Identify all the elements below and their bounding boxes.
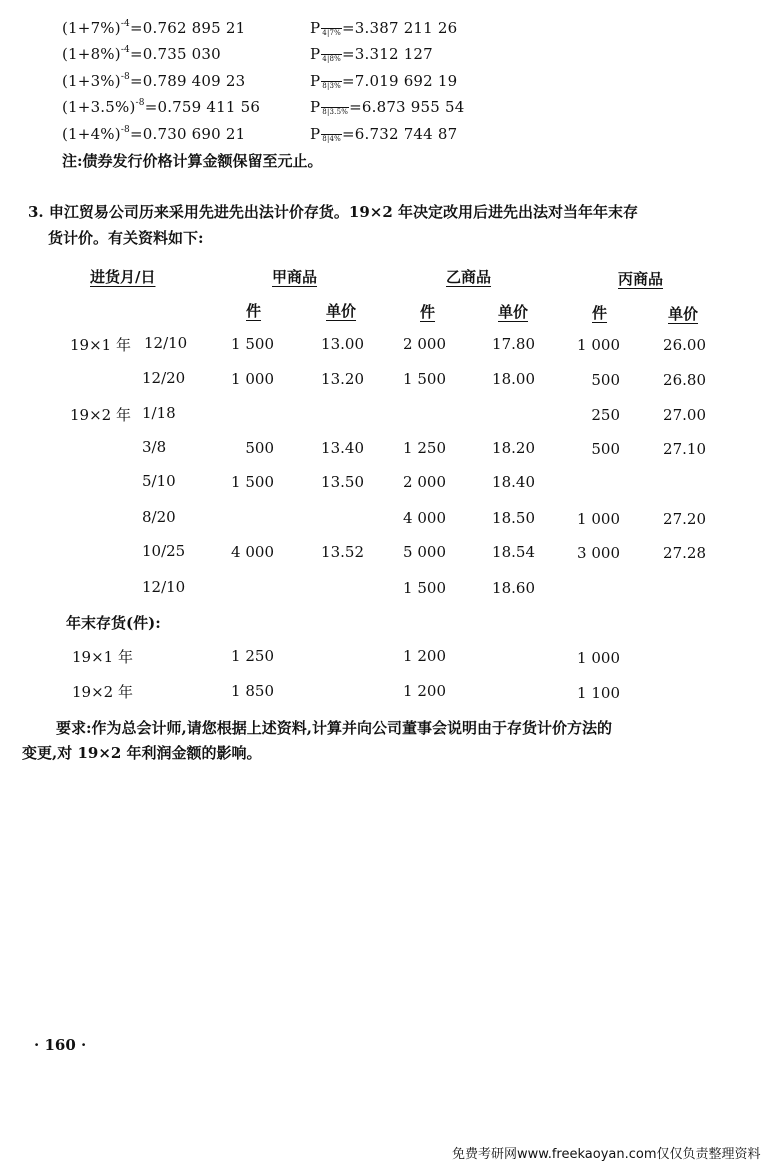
cell-b-price: 18.54 (492, 543, 535, 561)
cell-c-qty: 500 (591, 371, 620, 389)
cell-c-qty: 3 000 (577, 544, 620, 562)
product-b-header: 乙商品 (446, 268, 492, 286)
page-number: · 160 · (34, 1036, 87, 1054)
cell-b-qty: 5 000 (403, 543, 446, 561)
annuity-factor-formula (310, 125, 457, 143)
formula-value: =0.730 690 21 (129, 125, 246, 143)
annuity-subscript: 8|3.5% (322, 108, 349, 116)
formula-base: (1+3%) (62, 72, 121, 90)
cell-b-price: 18.60 (492, 579, 535, 597)
annuity-symbol: P (310, 45, 321, 63)
year-end-c: 1 000 (577, 649, 620, 667)
cell-a-price: 13.50 (321, 473, 364, 491)
annuity-value: =3.312 127 (342, 45, 433, 63)
cell-c-qty: 500 (591, 440, 620, 458)
formula-value: =0.762 895 21 (129, 19, 246, 37)
year-end-a: 1 250 (231, 647, 274, 665)
year-end-b: 1 200 (403, 647, 446, 665)
question-line-1 (28, 200, 638, 224)
annuity-symbol: P (310, 125, 321, 143)
question-line-2: 货计价。有关资料如下: (48, 229, 204, 247)
requirement-line-2: 变更,对 19×2 年利润金额的影响。 (22, 744, 262, 762)
discount-factor-formula (62, 19, 245, 37)
formula-exponent: -8 (120, 72, 130, 82)
cell-b-price: 18.00 (492, 370, 535, 388)
cell-a-qty: 1 500 (231, 473, 274, 491)
cell-a-price: 13.52 (321, 543, 364, 561)
annuity-symbol: P (310, 19, 321, 37)
cell-c-qty: 250 (591, 406, 620, 424)
cell-c-price: 26.80 (663, 371, 706, 389)
c-qty-header: 件 (592, 304, 608, 322)
cell-b-qty: 1 500 (403, 579, 446, 597)
cell-b-price: 18.50 (492, 509, 535, 527)
cell-a-price: 13.00 (321, 335, 364, 353)
cell-b-price: 17.80 (492, 335, 535, 353)
row-year: 19×1 年 (70, 336, 131, 354)
cell-a-price: 13.40 (321, 439, 364, 457)
year-end-year: 19×2 年 (72, 683, 133, 701)
formula-exponent: -4 (120, 19, 130, 29)
annuity-value: =3.387 211 26 (342, 19, 458, 37)
cell-c-price: 27.28 (663, 544, 706, 562)
row-date: 12/10 (144, 334, 188, 352)
year-end-year: 19×1 年 (72, 648, 133, 666)
cell-c-qty: 1 000 (577, 510, 620, 528)
cell-a-qty: 500 (245, 439, 274, 457)
cell-a-qty: 1 500 (231, 335, 274, 353)
row-date: 8/20 (142, 508, 176, 526)
year-end-a: 1 850 (231, 682, 274, 700)
cell-a-qty: 1 000 (231, 370, 274, 388)
cell-c-price: 27.10 (663, 440, 706, 458)
formula-base: (1+8%) (62, 45, 121, 63)
formula-base: (1+7%) (62, 19, 121, 37)
annuity-factor-formula (310, 19, 457, 37)
cell-c-price: 27.00 (663, 406, 706, 424)
row-date: 1/18 (142, 404, 176, 422)
product-a-header: 甲商品 (272, 268, 318, 286)
row-date: 12/20 (142, 369, 186, 387)
annuity-factor-formula (310, 98, 464, 116)
formula-value: =0.759 411 56 (144, 98, 261, 116)
requirement-line-1: 要求:作为总会计师,请您根据上述资料,计算并向公司董事会说明由于存货计价方法的 (56, 719, 612, 737)
cell-b-qty: 1 500 (403, 370, 446, 388)
row-date: 10/25 (142, 542, 186, 560)
formula-value: =0.789 409 23 (129, 72, 246, 90)
row-date: 3/8 (142, 438, 167, 456)
year-end-label: 年末存货(件): (66, 614, 161, 632)
discount-factor-formula (62, 72, 245, 90)
b-qty-header: 件 (420, 303, 436, 321)
cell-b-qty: 2 000 (403, 473, 446, 491)
date-header: 进货月/日 (90, 268, 156, 286)
cell-b-price: 18.40 (492, 473, 535, 491)
formula-value: =0.735 030 (129, 45, 221, 63)
annuity-subscript: 8|3% (322, 82, 342, 90)
cell-a-qty: 4 000 (231, 543, 274, 561)
annuity-symbol: P (310, 72, 321, 90)
cell-b-price: 18.20 (492, 439, 535, 457)
cell-c-price: 26.00 (663, 336, 706, 354)
discount-factor-formula (62, 125, 245, 143)
row-date: 5/10 (142, 472, 176, 490)
annuity-value: =6.732 744 87 (342, 125, 458, 143)
formula-base: (1+4%) (62, 125, 121, 143)
footer-watermark: 免费考研网www.freekaoyan.com仅仅负责整理资料 (452, 1147, 761, 1162)
annuity-symbol: P (310, 98, 321, 116)
c-price-header: 单价 (668, 305, 699, 323)
discount-factor-formula (62, 45, 221, 63)
formula-base: (1+3.5%) (62, 98, 136, 116)
annuity-factor-formula (310, 72, 457, 90)
a-qty-header: 件 (246, 302, 262, 320)
cell-c-price: 27.20 (663, 510, 706, 528)
question-number: 3. (28, 203, 44, 221)
annuity-value: =7.019 692 19 (342, 72, 458, 90)
annuity-value: =6.873 955 54 (349, 98, 465, 116)
annuity-factor-formula (310, 45, 433, 63)
annuity-subscript: 4|7% (322, 29, 342, 37)
product-c-header: 丙商品 (618, 270, 664, 288)
formula-exponent: -8 (135, 98, 145, 108)
row-year: 19×2 年 (70, 406, 131, 424)
row-date: 12/10 (142, 578, 186, 596)
annuity-subscript: 8|4% (322, 135, 342, 143)
cell-b-qty: 4 000 (403, 509, 446, 527)
b-price-header: 单价 (498, 303, 529, 321)
formula-exponent: -8 (120, 125, 130, 135)
year-end-b: 1 200 (403, 682, 446, 700)
bond-note: 注:债券发行价格计算金额保留至元止。 (62, 152, 323, 170)
a-price-header: 单价 (326, 302, 357, 320)
cell-c-qty: 1 000 (577, 336, 620, 354)
cell-a-price: 13.20 (321, 370, 364, 388)
question-text-1: 申江贸易公司历来采用先进先出法计价存货。19×2 年决定改用后进先出法对当年年末存 (48, 203, 639, 221)
discount-factor-formula (62, 98, 260, 116)
cell-b-qty: 2 000 (403, 335, 446, 353)
annuity-subscript: 4|8% (322, 55, 342, 63)
cell-b-qty: 1 250 (403, 439, 446, 457)
formula-exponent: -4 (120, 45, 130, 55)
year-end-c: 1 100 (577, 684, 620, 702)
